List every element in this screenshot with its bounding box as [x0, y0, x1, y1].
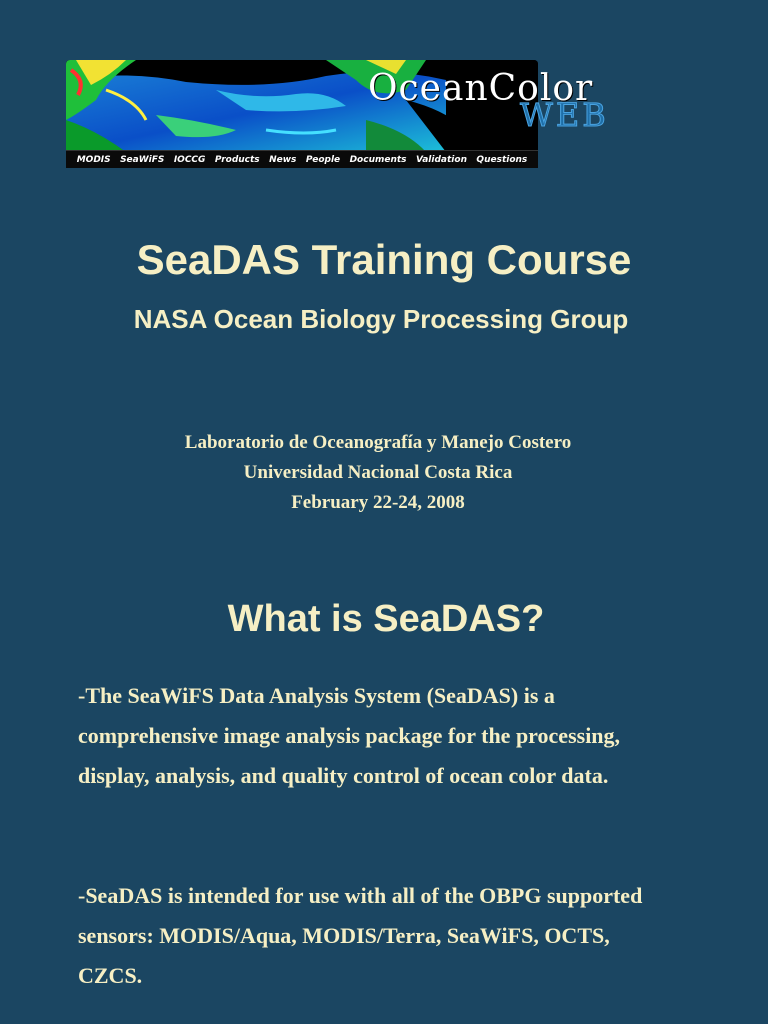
nav-link-ioccg[interactable]: IOCCG [173, 154, 206, 165]
brand-web-text: WEB [520, 96, 609, 134]
venue-line-institution: Laboratorio de Oceanografía y Manejo Costero [184, 432, 572, 453]
paragraph-definition: -The SeaWiFS Data Analysis System (SeaDAS) is a comprehensive image analysis package for the processing, display, analysis, and quality control of ocean color data. [78, 683, 621, 788]
banner-nav [66, 150, 538, 168]
page-subtitle: NASA Ocean Biology Processing Group [133, 304, 629, 334]
brand-main-text: OceanColor [368, 68, 594, 109]
nav-link-people[interactable]: People [305, 154, 341, 165]
section-heading: What is SeaDAS? [227, 598, 545, 640]
nav-link-products[interactable]: Products [214, 154, 260, 165]
nav-link-validation[interactable]: Validation [415, 154, 467, 165]
nav-link-news[interactable]: News [269, 154, 297, 165]
nav-link-seawifs[interactable]: SeaWiFS [120, 154, 165, 165]
venue-block [0, 428, 756, 518]
page-title: SeaDAS Training Course [136, 236, 632, 283]
nav-link-documents[interactable]: Documents [349, 154, 407, 165]
paragraph-sensors: -SeaDAS is intended for use with all of the OBPG supported sensors: MODIS/Aqua, MODIS/Terra, SeaWiFS, OCTS, CZCS. [78, 883, 643, 988]
venue-line-date: February 22-24, 2008 [291, 492, 465, 513]
venue-line-university: Universidad Nacional Costa Rica [243, 462, 513, 483]
oceancolor-web-logo[interactable] [368, 68, 708, 134]
nav-link-modis[interactable]: MODIS [76, 154, 111, 165]
nav-link-questions[interactable]: Questions [476, 154, 528, 165]
